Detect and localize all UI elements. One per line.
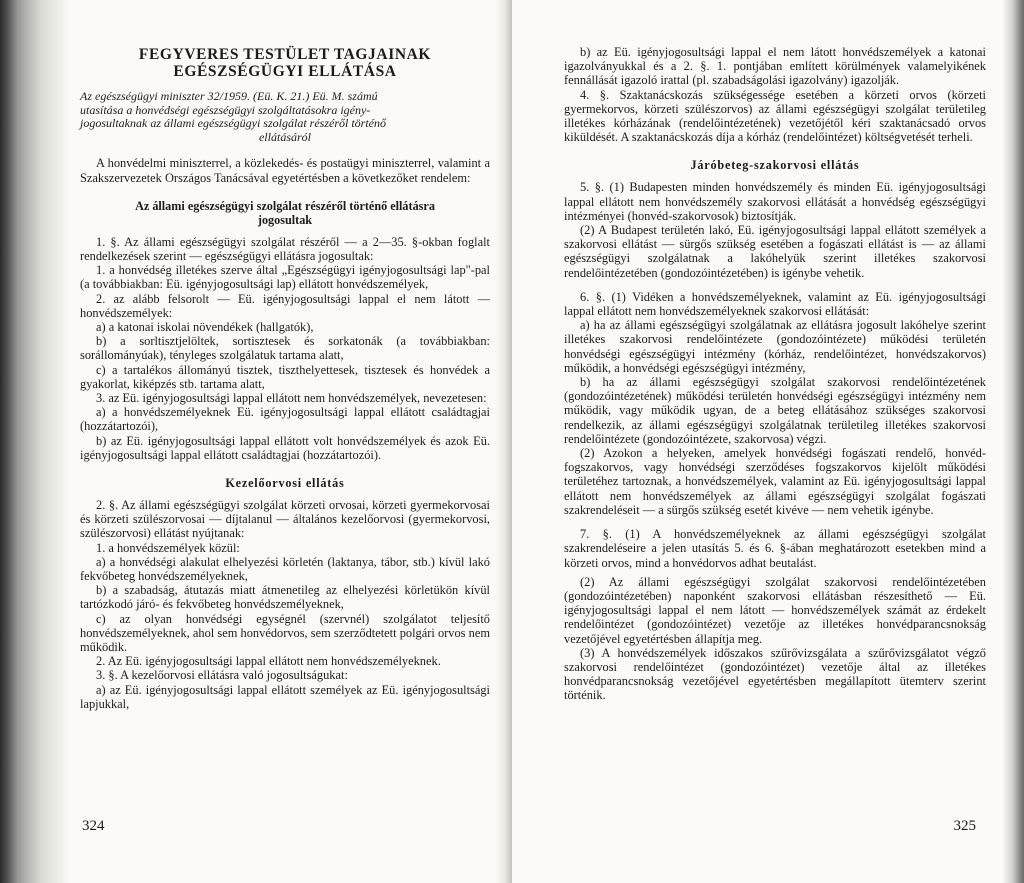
page-number-right: 325 xyxy=(953,818,976,834)
paragraph-7-2: (2) Az állami egészségügyi szolgálat szakorvosi rendelőintézetében (gondozóintézetében) naponként szakorvosi ellátásban részesíthető — Eü. igényjogosultsági lappal el nem látott — honvédszemélyek számát az érdekelt rendelőintézet (gondozóintézet) vezetője az illetékes honvédparancsnokság vezetőjével egyetértésben állapítja meg. xyxy=(564,574,986,646)
paragraph-6-2: (2) Azokon a helyeken, amelyek honvédségi fogászati rendelő, honvéd-fogszakorvos, vagy honvédségi szerződéses fogszakorvos kijelölt működési területéhez tartoznak, a honvédszemélyek, valamint az Eü. igényjogosultsági lappal ellátott nem honvédszemélyek az állami egészségügyi szolgálat fogászati szakrendeléseit — a sürgős szükség esetét kivéve — nem vehetik igénybe. xyxy=(564,446,986,517)
paragraph-2-1b: b) a szabadság, átutazás miatt átmenetileg az elhelyezési körletükön kívül tartózkodó járó- és fekvőbeteg honvédszemélyeknek, xyxy=(80,583,490,612)
paragraph-intro: A honvédelmi miniszterrel, a közlekedés- és postaügyi miniszterrel, valamint a Szakszervezetek Országos Tanácsával egyetértésben a következőket rendelem: xyxy=(80,156,490,185)
paragraph-7-3: (3) A honvédszemélyek időszakos szűrővizsgálata a szűrővizsgálatot végző szakorvosi rendelőintézet (gondozóintézet) vezetője által az illetékes honvédparancsnokság vezetőjével egyetértésben megállapított ütemterv szerint történik. xyxy=(564,645,986,703)
paragraph-1-3b: b) az Eü. igényjogosultsági lappal ellátott volt honvédszemélyek és azok Eü. igényjogosultsági lappal ellátott családtagjai (hozzátartozói). xyxy=(80,433,490,462)
paragraph-4: 4. §. Szaktanácskozás szükségessége esetében a körzeti orvos (körzeti gyermekorvos, körzeti szülészorvos) az állami egészségügyi szolgálat területileg illetékes kórházának (rendelőintézetének) vezetőjétől kéri szaktanácsadó orvos kiküldését. A szaktanácskozás díja a kórház (rendelőintézet) költségvetését terheli. xyxy=(564,87,986,145)
right-page-edge-shadow xyxy=(1002,0,1024,883)
paragraph-2: 2. §. Az állami egészségügyi szolgálat körzeti orvosai, körzeti gyermekorvosai és körzeti szülészorvosai — díjtalanul — általános kezelőorvosi (gyermekorvosi, szülészorvosi) ellátást nyújtanak: xyxy=(80,498,490,541)
intro-line-1: Az egészségügyi miniszter 32/1959. (Eü. K. 21.) Eü. M. számú xyxy=(80,89,378,103)
section-heading-treating-physician: Kezelőorvosi ellátás xyxy=(225,476,345,491)
title-line-1: FEGYVERES TESTÜLET TAGJAINAK xyxy=(138,46,432,63)
paragraph-2-1a: a) a honvédségi alakulat elhelyezési körletén (laktanya, tábor, stb.) kívül lakó fekvőbeteg honvédszemélyeknek, xyxy=(80,554,490,584)
spacer xyxy=(564,517,986,527)
paragraph-3a: a) az Eü. igényjogosultsági lappal ellátott személyek az Eü. igényjogosultsági lapjukkal, xyxy=(80,682,490,711)
paragraph-1: 1. §. Az állami egészségügyi szolgálat részéről — a 2—35. §-okban foglalt rendelkezések szerint — egészségügyi ellátásra jogosultak: xyxy=(80,234,490,263)
paragraph-1-2a: a) a katonai iskolai növendékek (hallgatók), xyxy=(96,320,314,334)
section-heading-outpatient: Járóbeteg-szakorvosi ellátás xyxy=(690,158,860,173)
document-title xyxy=(80,46,490,80)
paragraph-2-1: 1. a honvédszemélyek közül: xyxy=(96,540,240,555)
intro-line-2: utasítása a honvédségi egészségügyi szolgáltatásokra igény- xyxy=(80,102,371,117)
paragraph-5-2: (2) A Budapest területén lakó, Eü. igényjogosultsági lappal ellátott személyek a szakorvosi ellátást — sürgős szükség esetében a fogászati ellátást is — az állami egészségügyi szolgálatnak a lakóhelyük szerint illetékes szakorvosi rendelőintézetében (gondozóintézetében) is igénybe vehetik. xyxy=(564,223,986,280)
paragraph-6-1a: a) ha az állami egészségügyi szolgálatnak az ellátásra jogosult lakóhelye szerint illetékes szakorvosi rendelőintézete (gondozóintézete) működési területén honvédségi egészségügyi intézmény (kórház, rendelőintézet, honvédszakorvos) működik, a honvédségi egészségügyi intézmény, xyxy=(564,318,986,375)
spacer xyxy=(564,280,986,290)
title-line-2: EGÉSZSÉGÜGYI ELLÁTÁSA xyxy=(173,63,397,80)
intro-line-4: ellátásáról xyxy=(258,129,311,144)
paragraph-6-1: 6. §. (1) Vidéken a honvédszemélyeknek, valamint az Eü. igényjogosultsági lappal ellátott nem honvédszemélyeknek szakorvosi ellátását: xyxy=(564,289,986,319)
regulation-reference xyxy=(80,90,490,144)
paragraph-1-2: 2. az alább felsorolt — Eü. igényjogosultsági lappal el nem látott — honvédszemélyek: xyxy=(80,291,490,320)
paragraph-5-1: 5. §. (1) Budapesten minden honvédszemély és minden Eü. igényjogosultsági lappal ellátott nem honvédszemély szakorvosi ellátását a honvédség egészségügyi intézményei (honvéd-szakorvosok) biztosítják. xyxy=(564,180,986,223)
left-binding-shadow xyxy=(0,0,70,883)
paragraph-1-3a: a) a honvédszemélyeknek Eü. igényjogosultsági lappal ellátott családtagjai (hozzátartozói), xyxy=(80,405,490,434)
paragraph-2-1c: c) az olyan honvédségi egységnél (szervnél) szolgálatot teljesítő honvédszemélyeknek, ahol sem honvédorvos, sem szerződtetett polgári orvos nem működik. xyxy=(80,611,490,655)
paragraph-7-1: 7. §. (1) A honvédszemélyeknek az állami egészségügyi szolgálat szakrendeléseire a jelen utasítás 5. és 6. §-ában meghatározott esetekben mind a körzeti orvos, mind a honvédorvos adhat beutalást. xyxy=(564,527,986,570)
section-heading-eligibility: Az állami egészségügyi szolgálat részéről történő ellátásra jogosultak xyxy=(135,198,435,227)
right-page-text xyxy=(564,45,986,703)
paragraph-2-2: 2. Az Eü. igényjogosultsági lappal ellátott nem honvédszemélyeknek. xyxy=(96,654,441,669)
paragraph-3b: b) az Eü. igényjogosultsági lappal el nem látott honvédszemélyek a katonai igazolványukkal és a 2. §. 1. pontjában említett körülmények valamelyikének fennállását igazoló irattal (pl. szabadságolási igazolvány) igazolják. xyxy=(564,45,986,88)
paragraph-3: 3. §. A kezelőorvosi ellátásra való jogosultságukat: xyxy=(96,668,348,683)
page-number-left: 324 xyxy=(82,818,105,834)
left-page-text xyxy=(80,38,490,711)
paragraph-1-1: 1. a honvédség illetékes szerve által „Egészségügyi igényjogosultsági lap"-pal (a továbbiakban: Eü. igényjogosultsági lap) ellátott honvédszemélyek, xyxy=(80,263,490,292)
paragraph-1-3: 3. az Eü. igényjogosultsági lappal ellátott nem honvédszemélyek, nevezetesen: xyxy=(96,391,487,406)
right-page xyxy=(512,0,1024,883)
intro-line-3: jogosultaknak az állami egészségügyi szolgálat részéről történő xyxy=(80,116,386,131)
paragraph-6-1b: b) ha az állami egészségügyi szolgálat szakorvosi rendelőintézetének (gondozóintézetének) működési területén honvédségi egészségügyi intézmény nem működik, vagy működik ugyan, de a beteg ellátásához szükséges szakorvosi rendelkezik, az állami egészségügyi szolgálatnak területileg illetékes szakorvosi rendelőintézete (gondozóintézete, szakorvosa) végzi. xyxy=(564,375,986,446)
paragraph-1-2b: b) a sorltisztjelöltek, sortisztesek és sorkatonák (a továbbiakban: sorállományúak), tényleges szolgálatuk tartama alatt, xyxy=(80,334,490,363)
paragraph-1-2c: c) a tartalékos állományú tisztek, tiszthelyettesek, tisztesek és honvédek a gyakorlat, kiképzés stb. tartama alatt, xyxy=(80,362,490,391)
